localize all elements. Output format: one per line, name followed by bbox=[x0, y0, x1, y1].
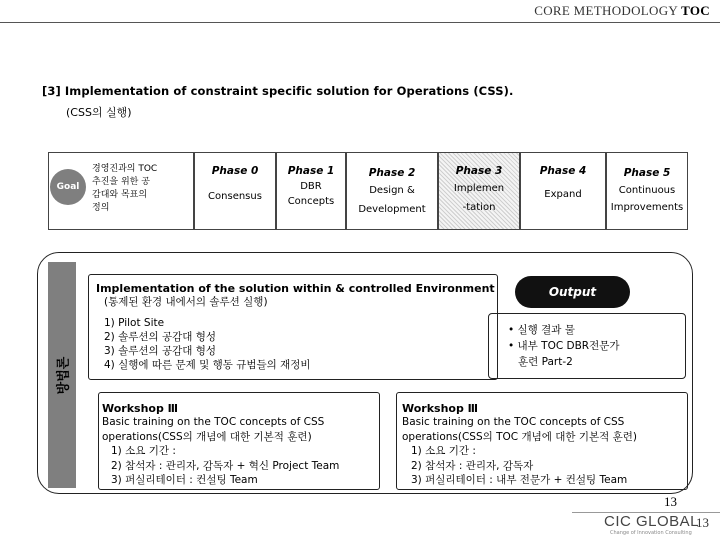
phase-name: Phase 4 bbox=[539, 165, 587, 177]
list-item: • 내부 TOC DBR전문가 bbox=[508, 340, 620, 352]
section-subtitle: (CSS의 실행) bbox=[66, 106, 132, 119]
page-number-small: 13 bbox=[664, 494, 677, 509]
phase-4-box bbox=[520, 152, 606, 230]
list-item: operations(CSS의 개념에 대한 기본적 훈련) bbox=[102, 430, 312, 443]
list-item: 1) 소요 기간 : bbox=[111, 445, 176, 457]
workshop-body bbox=[402, 415, 637, 488]
phase-desc-line: Design & bbox=[369, 185, 415, 196]
output-badge bbox=[515, 276, 630, 308]
header-title bbox=[534, 3, 710, 19]
phase-desc-line: Consensus bbox=[208, 191, 262, 202]
workshop-title: Workshop Ⅲ bbox=[402, 402, 479, 415]
phase-0-box bbox=[194, 152, 276, 230]
phase-name: Phase 5 bbox=[623, 167, 671, 179]
phase-desc-line: Improvements bbox=[610, 202, 684, 213]
list-item: 3) 퍼실리테이터 : 내부 전문가 + 컨설팅 Team bbox=[411, 474, 628, 486]
goal-text-line: 경영진과의 TOC bbox=[92, 164, 158, 174]
list-item: Basic training on the TOC concepts of CSS bbox=[102, 416, 325, 428]
list-item: • 실행 결과 물 bbox=[508, 324, 575, 336]
list-item: 4) 실행에 따른 문제 및 행동 규범들의 재정비 bbox=[104, 359, 311, 371]
goal-text-line: 감대와 목표의 bbox=[92, 190, 148, 200]
list-item: 1) Pilot Site bbox=[104, 317, 165, 329]
goal-circle bbox=[50, 169, 86, 205]
list-item: operations(CSS의 TOC 개념에 대한 기본적 훈련) bbox=[402, 430, 638, 443]
phase-desc bbox=[439, 179, 519, 217]
list-item: 3) 퍼실리테이터 : 컨설팅 Team bbox=[111, 474, 258, 486]
implementation-title: Implementation of the solution within & controlled Environment bbox=[96, 282, 495, 295]
phase-desc bbox=[607, 182, 687, 216]
list-item: 2) 솔루션의 공감대 형성 bbox=[104, 331, 217, 343]
phase-desc bbox=[521, 187, 605, 202]
list-item: Basic training on the TOC concepts of CSS bbox=[402, 416, 625, 428]
section-title: [3] Implementation of constraint specific solution for Operations (CSS). bbox=[42, 84, 514, 98]
phase-desc bbox=[277, 179, 345, 209]
company-logo: CIC GLOBAL bbox=[604, 513, 700, 530]
phase-desc-line: Implemen bbox=[453, 183, 505, 194]
phase-desc bbox=[195, 189, 275, 204]
phase-desc-line: Continuous bbox=[618, 185, 676, 196]
phase-desc-line: Development bbox=[358, 204, 426, 215]
header-divider bbox=[0, 22, 720, 23]
side-label-text: 방법론 bbox=[56, 356, 72, 394]
phase-3-box bbox=[438, 152, 520, 230]
implementation-subtitle: (통제된 환경 내에서의 솔루션 실행) bbox=[104, 296, 268, 308]
list-item: 훈련 Part-2 bbox=[518, 356, 573, 368]
list-item: 1) 소요 기간 : bbox=[411, 445, 476, 457]
header-title-main: CORE METHODOLOGY bbox=[534, 3, 678, 18]
output-label: Output bbox=[548, 285, 597, 299]
list-item: 2) 참석자 : 관리자, 감독자 + 혁신 Project Team bbox=[111, 459, 340, 472]
implementation-list bbox=[104, 316, 311, 372]
side-label bbox=[48, 262, 76, 488]
phase-name: Phase 0 bbox=[211, 165, 259, 177]
phase-desc-line: DBR bbox=[300, 181, 322, 192]
phase-desc-line: Expand bbox=[544, 189, 582, 200]
goal-text-line: 추진을 위한 공 bbox=[92, 177, 150, 187]
goal-text-line: 정의 bbox=[92, 203, 110, 213]
page-number: 13 bbox=[696, 515, 709, 530]
output-list bbox=[508, 322, 620, 370]
workshop-body bbox=[102, 415, 339, 488]
phase-desc-line: Concepts bbox=[287, 196, 335, 207]
phase-1-box bbox=[276, 152, 346, 230]
goal-text bbox=[92, 163, 192, 215]
workshop-title: Workshop Ⅲ bbox=[102, 402, 179, 415]
list-item: 2) 참석자 : 관리자, 감독자 bbox=[411, 459, 534, 472]
header-title-accent: TOC bbox=[681, 3, 710, 18]
phase-name: Phase 1 bbox=[287, 165, 335, 177]
logo-tagline: Change of Innovation Consulting bbox=[610, 530, 692, 536]
list-item: 3) 솔루션의 공감대 형성 bbox=[104, 345, 217, 357]
phase-2-box bbox=[346, 152, 438, 230]
phase-desc bbox=[347, 181, 437, 219]
phase-name: Phase 3 bbox=[455, 165, 503, 177]
phase-name: Phase 2 bbox=[368, 167, 416, 179]
phase-5-box bbox=[606, 152, 688, 230]
goal-label: Goal bbox=[56, 182, 80, 192]
phase-desc-line: -tation bbox=[462, 202, 496, 213]
